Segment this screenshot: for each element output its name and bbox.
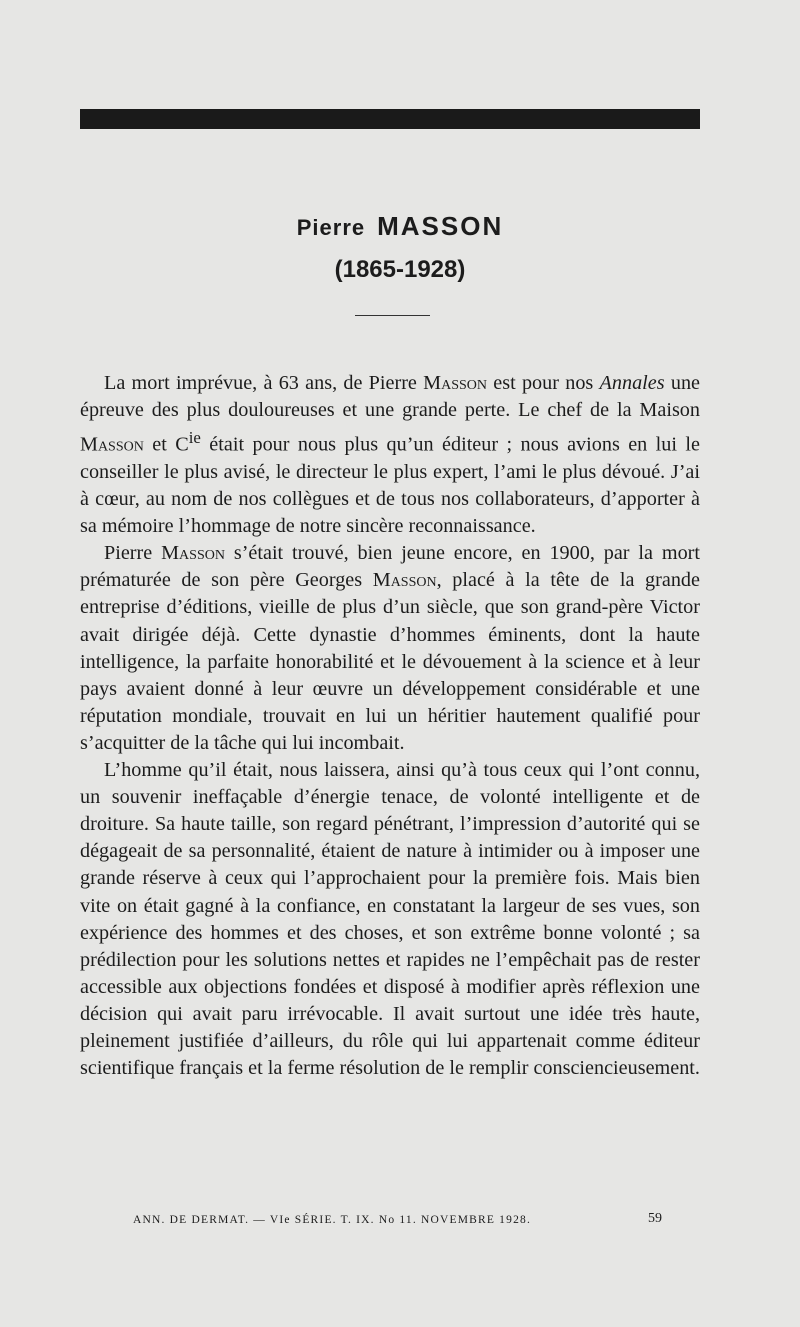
text-run: , placé à la tête de la grande entreprise d’éditions, vieille de plus d’un siècle, que son grand-père Victor avait dirigée déjà. Cette dynastie d’hommes éminents, dont la haute intelligence, la parfaite honorabilité et le dévouement à la science et à leur pays avaient donné à leur œuvre un développement considérable et une réputation mondiale, trouvait en lui un héritier hautement qualifié pour s’acquitter de la tâche qui lui incombait.	[80, 569, 700, 754]
life-dates: (1865-1928)	[334, 256, 466, 283]
text-sup: ie	[188, 428, 201, 448]
footer-citation: ANN. DE DERMAT. — VIe SÉRIE. T. IX. No 11. NOVEMBRE 1928.	[133, 1214, 532, 1226]
text-run: était pour nous plus qu’un éditeur ; nous avions en lui le conseiller le plus avisé, le directeur le plus expert, l’ami le plus dévoué. J’ai à cœur, au nom de nos collègues et de tous nos collaborateurs, d’apporter à sa mémoire l’hommage de notre sincère reconnaissance.	[80, 433, 700, 538]
text-sc: Masson	[161, 542, 225, 565]
text-run: et C	[143, 433, 189, 456]
text-run: L’homme qu’il était, nous laissera, ainsi qu’à tous ceux qui l’ont connu, un souvenir ineffaçable d’énergie tenace, de volonté intelligente et de droiture. Sa haute taille, son regard pénétrant, l’impression d’autorité qui se dégageait de sa personnalité, étaient de nature à intimider ou à imposer une grande réserve à ceux qui l’approchaient pour la première fois. Mais bien vite on était gagné à la confiance, en constatant la largeur de ses vues, son expérience des hommes et des choses, et son extrême bonne volonté ; sa prédilection pour les solutions nettes et rapides ne l’empêchait pas de rester accessible aux objections fondées et disposé à modifier après réflexion une décision qui avait paru irrévocable. Il avait surtout une idée très haute, pleinement justifiée d’ailleurs, du rôle qui lui appartenait comme éditeur scientifique français et la ferme résolution de le remplir consciencieusement.	[80, 759, 700, 1080]
text-sc: Masson	[423, 372, 488, 394]
text-sc: Masson	[80, 433, 144, 456]
text-run: La mort imprévue, à 63 ans, de Pierre	[104, 372, 424, 394]
text-i: Annales	[599, 372, 665, 394]
text-sc: Masson	[372, 569, 437, 592]
article-title	[0, 210, 800, 244]
title-divider	[355, 315, 430, 316]
text-run: Pierre	[104, 542, 162, 565]
body-paragraph	[80, 540, 700, 757]
body-paragraph	[80, 370, 700, 540]
title-last-name: MASSON	[377, 211, 504, 241]
title-first-name: Pierre	[296, 215, 366, 240]
body-text	[80, 370, 700, 1082]
text-run: est pour nos	[487, 372, 600, 394]
top-rule	[80, 109, 700, 129]
text-run: s’était trouvé, bien jeune encore, en 1900, par la mort prématurée de son père Georges	[80, 542, 700, 592]
body-paragraph	[80, 757, 700, 1082]
page-number: 59	[648, 1211, 662, 1226]
text-run: une épreuve des plus douloureuses et une grande perte. Le chef de la Maison	[80, 372, 701, 422]
